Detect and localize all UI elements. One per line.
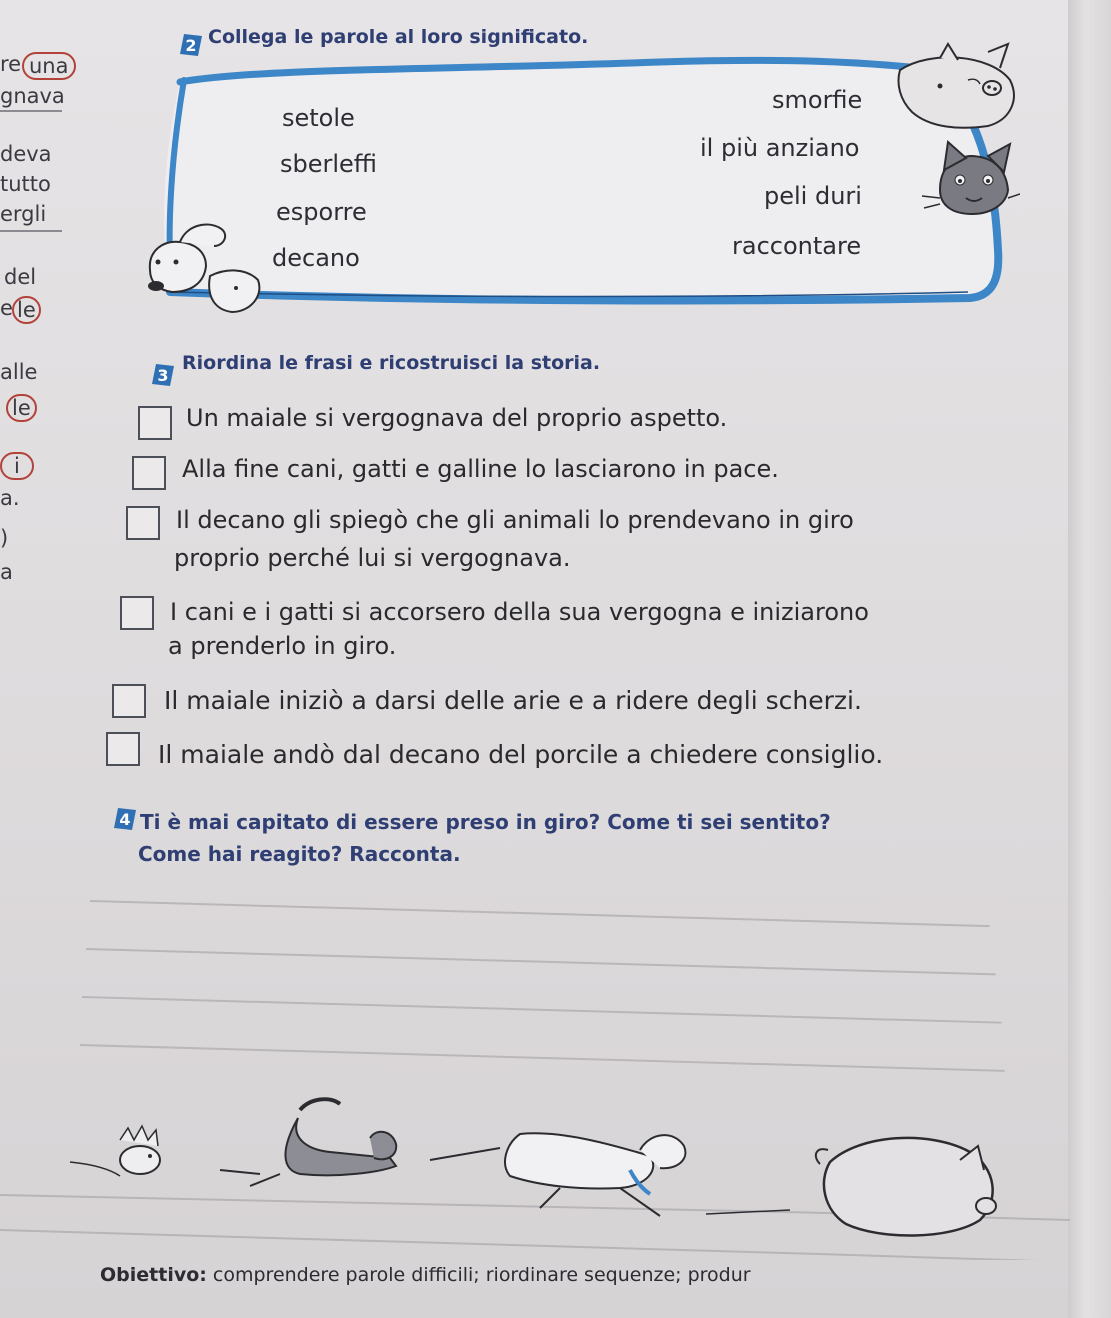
writing-line[interactable] bbox=[80, 1044, 1005, 1072]
exercise-4-question-line-2: Come hai reagito? Racconta. bbox=[138, 842, 461, 866]
sentence-4-line-2: a prenderlo in giro. bbox=[168, 632, 397, 660]
order-checkbox-5[interactable] bbox=[112, 684, 146, 718]
order-checkbox-6[interactable] bbox=[106, 732, 140, 766]
margin-line bbox=[0, 230, 62, 232]
exercise-2-title: Collega le parole al loro significato. bbox=[208, 26, 589, 48]
margin-word: tutto bbox=[0, 172, 51, 196]
large-pig-illustration bbox=[706, 1138, 996, 1236]
exercise-4-question: Ti è mai capitato di essere preso in giro? Come ti sei sentito? bbox=[140, 810, 831, 834]
objective-text: comprendere parole difficili; riordinare sequenze; produr bbox=[212, 1264, 751, 1286]
sentence-5: Il maiale iniziò a darsi delle arie e a ridere degli scherzi. bbox=[164, 686, 862, 715]
left-word-decano[interactable]: decano bbox=[272, 244, 360, 272]
running-dog-illustration bbox=[430, 1133, 685, 1216]
objective-label: Obiettivo: bbox=[100, 1264, 207, 1286]
margin-word: deva bbox=[0, 142, 52, 166]
margin-word-circled: i bbox=[0, 452, 34, 480]
writing-line[interactable] bbox=[82, 996, 1002, 1024]
svg-text:2: 2 bbox=[185, 36, 197, 55]
running-cat-illustration bbox=[220, 1099, 396, 1186]
order-checkbox-1[interactable] bbox=[138, 406, 172, 440]
margin-word-circled: le bbox=[12, 296, 41, 324]
order-checkbox-3[interactable] bbox=[126, 506, 160, 540]
learning-objective bbox=[100, 1264, 751, 1286]
sentence-3-line-1: Il decano gli spiegò che gli animali lo prendevano in giro bbox=[176, 506, 854, 534]
margin-word: e bbox=[0, 296, 13, 320]
chicken-illustration bbox=[70, 1126, 160, 1176]
margin-line bbox=[0, 110, 62, 112]
svg-text:4: 4 bbox=[119, 810, 131, 829]
right-word-il-piu-anziano[interactable]: il più anziano bbox=[700, 134, 860, 162]
margin-word: ergli bbox=[0, 202, 47, 226]
margin-word-circled: le bbox=[6, 394, 37, 422]
sentence-4-line-1: I cani e i gatti si accorsero della sua vergogna e iniziarono bbox=[170, 598, 869, 626]
left-word-esporre[interactable]: esporre bbox=[276, 198, 367, 226]
exercise-3-title: Riordina le frasi e ricostruisci la storia. bbox=[182, 352, 601, 374]
margin-word: a. bbox=[0, 486, 20, 510]
left-word-setole[interactable]: setole bbox=[282, 104, 355, 132]
order-checkbox-2[interactable] bbox=[132, 456, 166, 490]
right-word-peli-duri[interactable]: peli duri bbox=[764, 182, 862, 210]
pig-illustration bbox=[899, 44, 1014, 128]
sentence-6: Il maiale andò dal decano del porcile a chiedere consiglio. bbox=[158, 740, 884, 769]
margin-word-circled: una bbox=[22, 52, 76, 80]
word-matching-panel bbox=[140, 40, 1020, 330]
margin-word: gnava bbox=[0, 84, 65, 108]
book-spine bbox=[1068, 0, 1111, 1318]
right-word-smorfie[interactable]: smorfie bbox=[772, 86, 863, 114]
sentence-1: Un maiale si vergognava del proprio aspetto. bbox=[186, 404, 728, 432]
order-checkbox-4[interactable] bbox=[120, 596, 154, 630]
sentence-2: Alla fine cani, gatti e galline lo lasciarono in pace. bbox=[182, 455, 779, 483]
right-word-raccontare[interactable]: raccontare bbox=[732, 232, 862, 260]
left-word-sberleffi[interactable]: sberleffi bbox=[280, 150, 378, 178]
exercise-number-4-badge bbox=[112, 806, 138, 832]
writing-line[interactable] bbox=[90, 900, 990, 927]
margin-word: del bbox=[4, 265, 37, 289]
animals-chase-illustration bbox=[0, 1090, 1070, 1260]
margin-word: ) bbox=[0, 526, 9, 550]
exercise-number-3-badge bbox=[150, 362, 176, 388]
margin-word: re bbox=[0, 52, 22, 76]
sentence-3-line-2: proprio perché lui si vergognava. bbox=[174, 544, 571, 572]
margin-word: alle bbox=[0, 360, 38, 384]
svg-text:3: 3 bbox=[157, 366, 169, 385]
margin-word: a bbox=[0, 560, 13, 584]
writing-line[interactable] bbox=[86, 948, 996, 975]
